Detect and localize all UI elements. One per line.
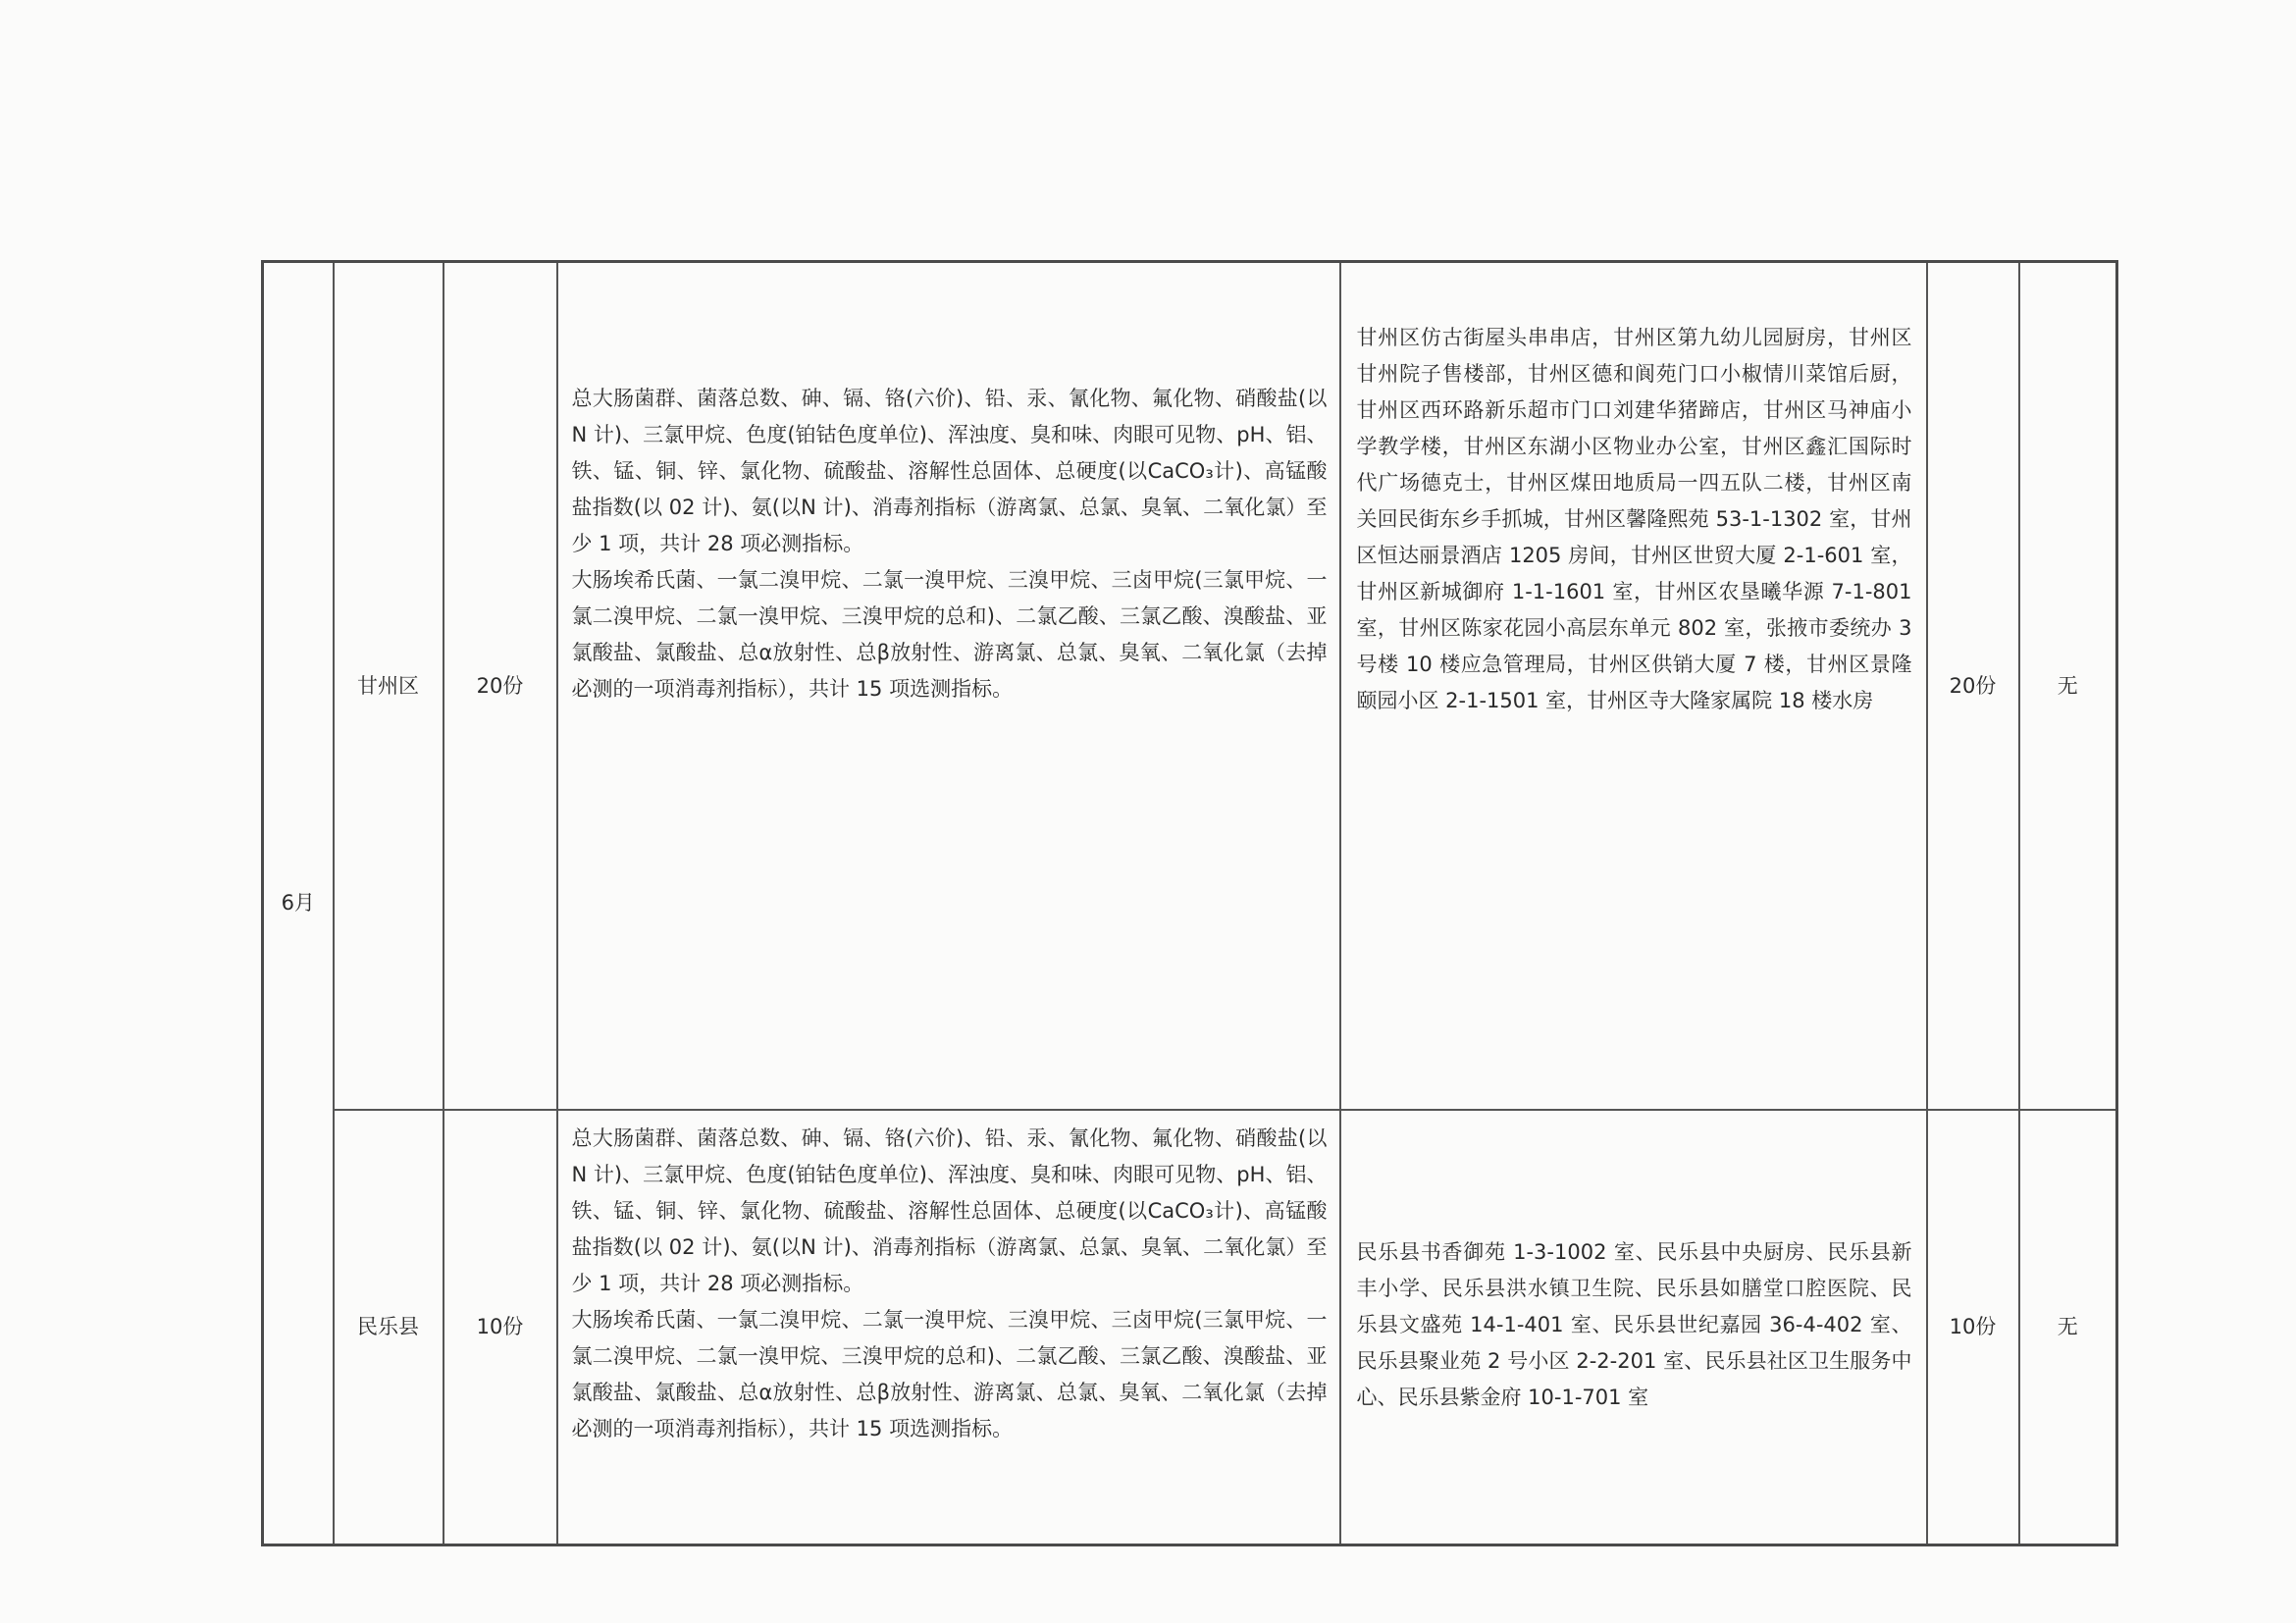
table-row (263, 1110, 2117, 1545)
area-cell: 甘州区 (334, 262, 444, 1111)
count-cell: 20份 (444, 262, 557, 1111)
required-items-text: 总大肠菌群、菌落总数、砷、镉、铬(六价)、铅、汞、氰化物、氟化物、硝酸盐(以N 计)、三氯甲烷、色度(铂钴色度单位)、浑浊度、臭和味、肉眼可见物、pH、铝、铁、锰、铜、锌、氯化物、硫酸盐、溶解性总固体、总硬度(以CaCO₃计)、高锰酸盐指数(以 02 计)、氨(以N 计)、消毒剂指标（游离氯、总氯、臭氧、二氧化氯）至少 1 项，共计 28 项必测指标。 (571, 1126, 1328, 1295)
note-cell: 无 (2019, 262, 2117, 1111)
sampling-sites-cell (1340, 1110, 1927, 1545)
required-items-text: 总大肠菌群、菌落总数、砷、镉、铬(六价)、铅、汞、氰化物、氟化物、硝酸盐(以N 计)、三氯甲烷、色度(铂钴色度单位)、浑浊度、臭和味、肉眼可见物、pH、铝、铁、锰、铜、锌、氯化物、硫酸盐、溶解性总固体、总硬度(以CaCO₃计)、高锰酸盐指数(以 02 计)、氨(以N 计)、消毒剂指标（游离氯、总氯、臭氧、二氧化氯）至少 1 项，共计 28 项必测指标。 (571, 387, 1328, 555)
count-cell: 10份 (444, 1110, 557, 1545)
sample-count-cell: 10份 (1927, 1110, 2019, 1545)
sampling-plan-table (261, 260, 2118, 1546)
month-cell: 6月 (263, 262, 334, 1545)
sampling-sites-text: 甘州区仿古街屋头串串店，甘州区第九幼儿园厨房，甘州区甘州院子售楼部，甘州区德和阆苑门口小椒情川菜馆后厨，甘州区西环路新乐超市门口刘建华猪蹄店，甘州区马神庙小学教学楼，甘州区东湖小区物业办公室，甘州区鑫汇国际时代广场德克士，甘州区煤田地质局一四五队二楼，甘州区南关回民街东乡手抓城，甘州区馨隆熙苑 53-1-1302 室，甘州区恒达丽景酒店 1205 房间，甘州区世贸大厦 2-1-601 室，甘州区新城御府 1-1-1601 室，甘州区农垦曦华源 7-1-801 室，甘州区陈家花园小高层东单元 802 室，张掖市委统办 3 号楼 10 楼应急管理局，甘州区供销大厦 7 楼，甘州区景隆颐园小区 2-1-1501 室，甘州区寺大隆家属院 18 楼水房 (1356, 326, 1912, 712)
test-items-cell (557, 262, 1340, 1111)
table-row (263, 262, 2117, 1111)
note-cell: 无 (2019, 1110, 2117, 1545)
area-cell: 民乐县 (334, 1110, 444, 1545)
optional-items-text: 大肠埃希氏菌、一氯二溴甲烷、二氯一溴甲烷、三溴甲烷、三卤甲烷(三氯甲烷、一氯二溴甲烷、二氯一溴甲烷、三溴甲烷的总和)、二氯乙酸、三氯乙酸、溴酸盐、亚氯酸盐、氯酸盐、总α放射性、总β放射性、游离氯、总氯、臭氧、二氧化氯（去掉必测的一项消毒剂指标），共计 15 项选测指标。 (571, 568, 1328, 701)
optional-items-text: 大肠埃希氏菌、一氯二溴甲烷、二氯一溴甲烷、三溴甲烷、三卤甲烷(三氯甲烷、一氯二溴甲烷、二氯一溴甲烷、三溴甲烷的总和)、二氯乙酸、三氯乙酸、溴酸盐、亚氯酸盐、氯酸盐、总α放射性、总β放射性、游离氯、总氯、臭氧、二氧化氯（去掉必测的一项消毒剂指标），共计 15 项选测指标。 (571, 1308, 1328, 1440)
test-items-cell (557, 1110, 1340, 1545)
sampling-sites-text: 民乐县书香御苑 1-3-1002 室、民乐县中央厨房、民乐县新丰小学、民乐县洪水镇卫生院、民乐县如膳堂口腔医院、民乐县文盛苑 14-1-401 室、民乐县世纪嘉园 36-4-402 室、民乐县聚业苑 2 号小区 2-2-201 室、民乐县社区卫生服务中心、民乐县紫金府 10-1-701 室 (1356, 1240, 1912, 1409)
sampling-sites-cell (1340, 262, 1927, 1111)
sample-count-cell: 20份 (1927, 262, 2019, 1111)
